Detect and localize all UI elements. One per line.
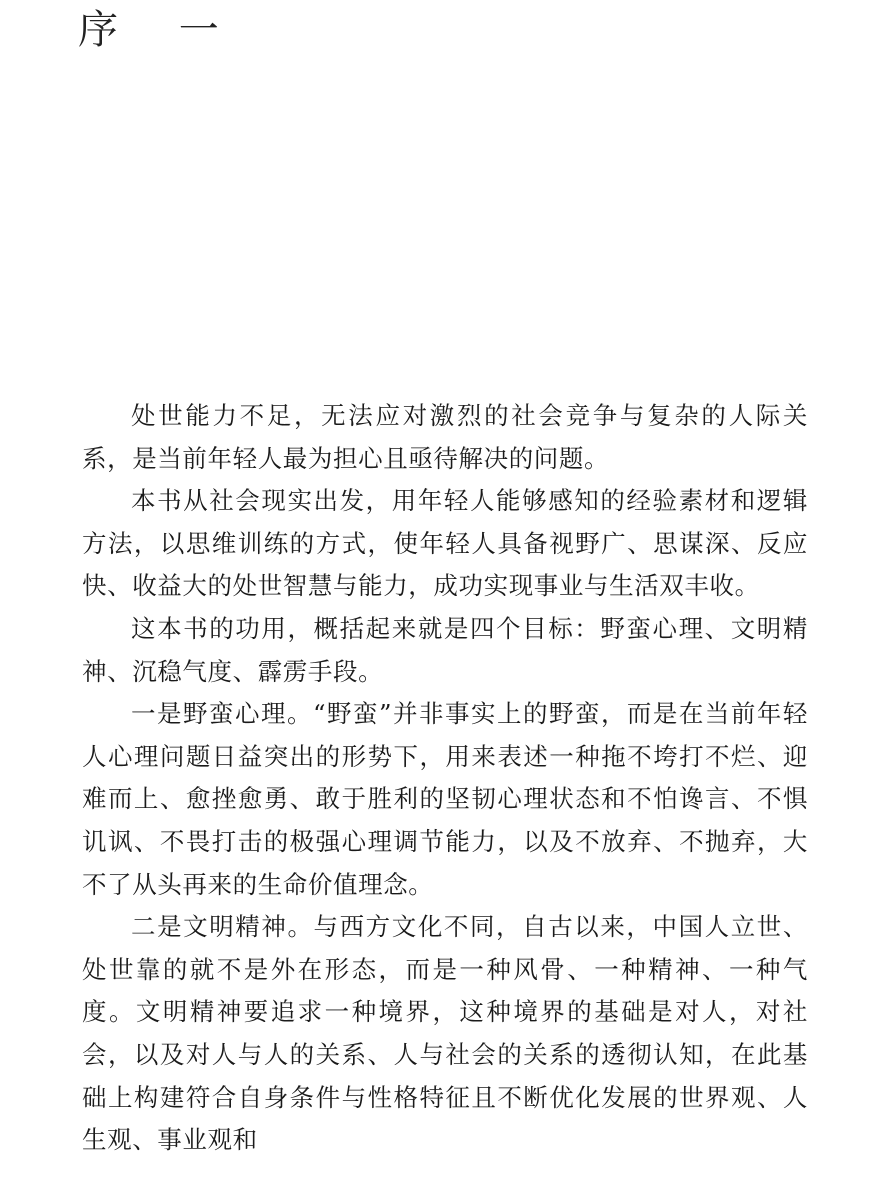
paragraph-4: 一是野蛮心理。“野蛮”并非事实上的野蛮，而是在当前年轻人心理问题日益突出的形势下，用来表述一种拖不垮打不烂、迎难而上、愈挫愈勇、敢于胜利的坚韧心理状态和不怕谗言、不惧讥讽、不畏打击的极强心理调节能力，以及不放弃、不抛弃，大不了从头再来的生命价值理念。 — [82, 699, 808, 899]
page-title: 序 一 — [78, 7, 243, 53]
paragraph-1: 处世能力不足，无法应对激烈的社会竞争与复杂的人际关系，是当前年轻人最为担心且亟待解决的问题。 — [82, 401, 808, 473]
paragraph-5: 二是文明精神。与西方文化不同，自古以来，中国人立世、处世靠的就不是外在形态，而是一种风骨、一种精神、一种气度。文明精神要追求一种境界，这种境界的基础是对人，对社会，以及对人与人的关系、人与社会的关系的透彻认知，在此基础上构建符合自身条件与性格特征且不断优化发展的世界观、人生观、事业观和 — [82, 912, 808, 1155]
preface-body — [82, 395, 808, 1162]
paragraph-2: 本书从社会现实出发，用年轻人能够感知的经验素材和逻辑方法，以思维训练的方式，使年轻人具备视野广、思谋深、反应快、收益大的处世智慧与能力，成功实现事业与生活双丰收。 — [82, 486, 808, 601]
paragraph-3: 这本书的功用，概括起来就是四个目标：野蛮心理、文明精神、沉稳气度、霹雳手段。 — [82, 613, 808, 686]
